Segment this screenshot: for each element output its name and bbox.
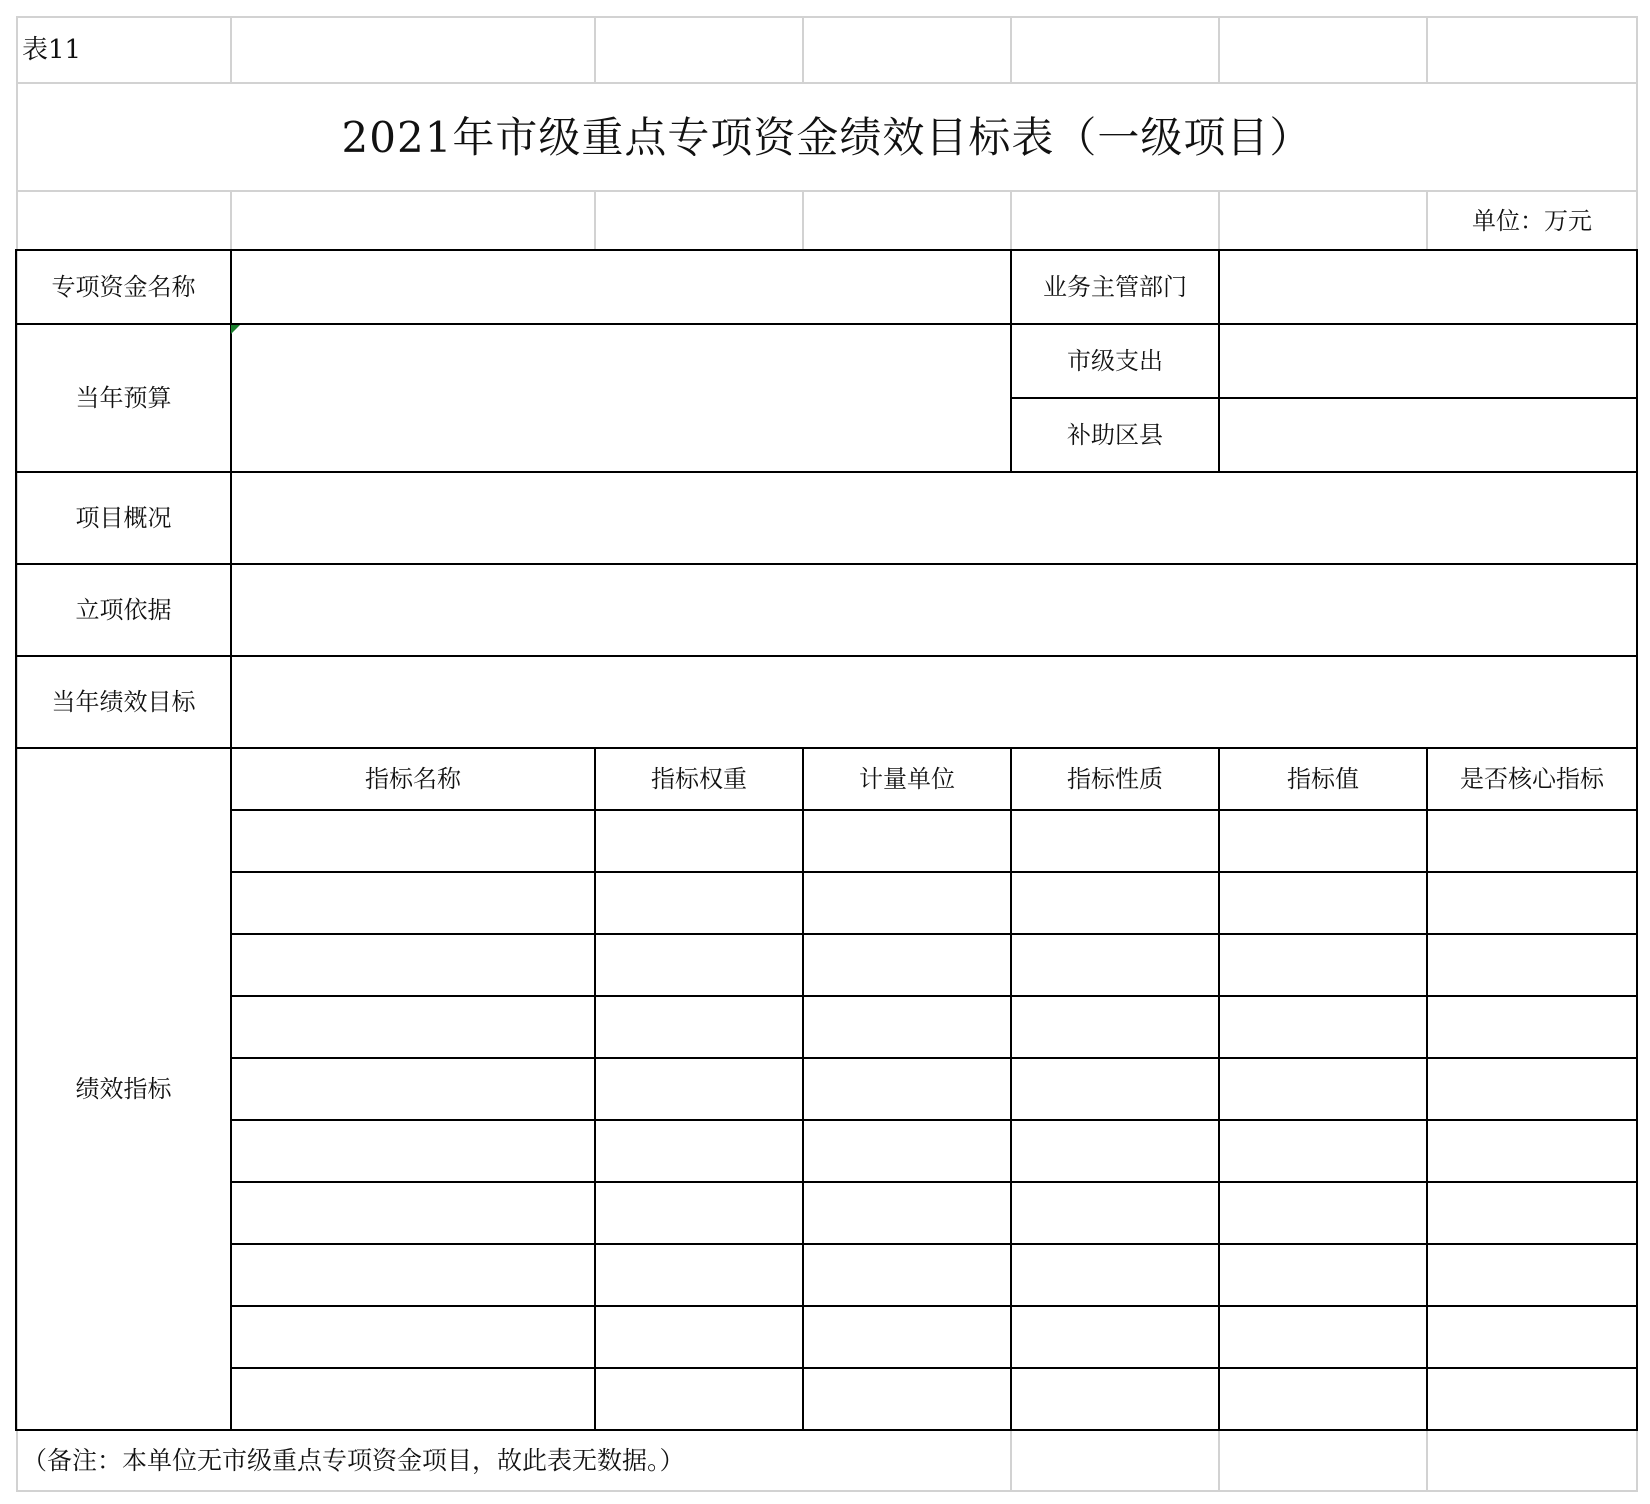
gridline	[230, 16, 232, 82]
table-border	[802, 747, 804, 1431]
column-header-indicator-name: 指标名称	[365, 765, 461, 793]
gridline	[594, 16, 596, 82]
column-header-weight: 指标权重	[651, 765, 747, 793]
budget-label: 当年预算	[75, 384, 172, 412]
gridline	[1218, 190, 1220, 250]
overview-label: 项目概况	[75, 504, 172, 532]
gridline	[1426, 16, 1428, 82]
table-border	[15, 249, 1638, 251]
table-border	[15, 323, 1638, 325]
column-header-unit: 计量单位	[859, 765, 955, 793]
table-border	[1010, 747, 1012, 1431]
gridline	[16, 190, 1638, 192]
gridline	[1010, 16, 1012, 82]
gridline	[594, 190, 596, 250]
cell-comment-marker	[231, 325, 240, 334]
gridline	[1010, 190, 1012, 250]
table-border	[15, 563, 1638, 565]
gridline	[802, 16, 804, 82]
table-border	[1010, 397, 1638, 399]
basis-label: 立项依据	[75, 596, 172, 624]
table-border	[1218, 249, 1220, 473]
table-border	[15, 655, 1638, 657]
table-border	[230, 249, 232, 1431]
gridline	[802, 190, 804, 250]
goal-label: 当年绩效目标	[51, 688, 196, 716]
table-border	[1636, 249, 1638, 1431]
table-border	[15, 1429, 1638, 1431]
gridline	[230, 190, 232, 250]
gridline	[1218, 1430, 1220, 1492]
table-border	[15, 747, 1638, 749]
gridline	[16, 82, 1638, 84]
subsidy-label: 补助区县	[1067, 421, 1163, 449]
table-border	[15, 471, 1638, 473]
unit-label: 单位：万元	[1472, 207, 1592, 235]
indicators-section-label: 绩效指标	[75, 1075, 172, 1103]
column-header-core: 是否核心指标	[1460, 765, 1604, 793]
gridline	[16, 16, 1638, 18]
column-header-nature: 指标性质	[1067, 765, 1163, 793]
department-label: 业务主管部门	[1043, 273, 1187, 301]
gridline	[1426, 1430, 1428, 1492]
gridline	[1010, 1430, 1012, 1492]
table-border	[1426, 747, 1428, 1431]
page-title: 2021年市级重点专项资金绩效目标表（一级项目）	[341, 113, 1313, 162]
column-header-value: 指标值	[1287, 765, 1359, 793]
gridline	[1218, 16, 1220, 82]
gridline	[16, 1490, 1638, 1492]
fund-name-label: 专项资金名称	[51, 273, 196, 301]
table-number: 表11	[22, 35, 82, 65]
city-expense-label: 市级支出	[1067, 347, 1163, 375]
table-border	[594, 747, 596, 1431]
table-border	[1218, 747, 1220, 1431]
table-border	[15, 249, 17, 1431]
footnote: （备注：本单位无市级重点专项资金项目，故此表无数据。）	[22, 1446, 685, 1475]
